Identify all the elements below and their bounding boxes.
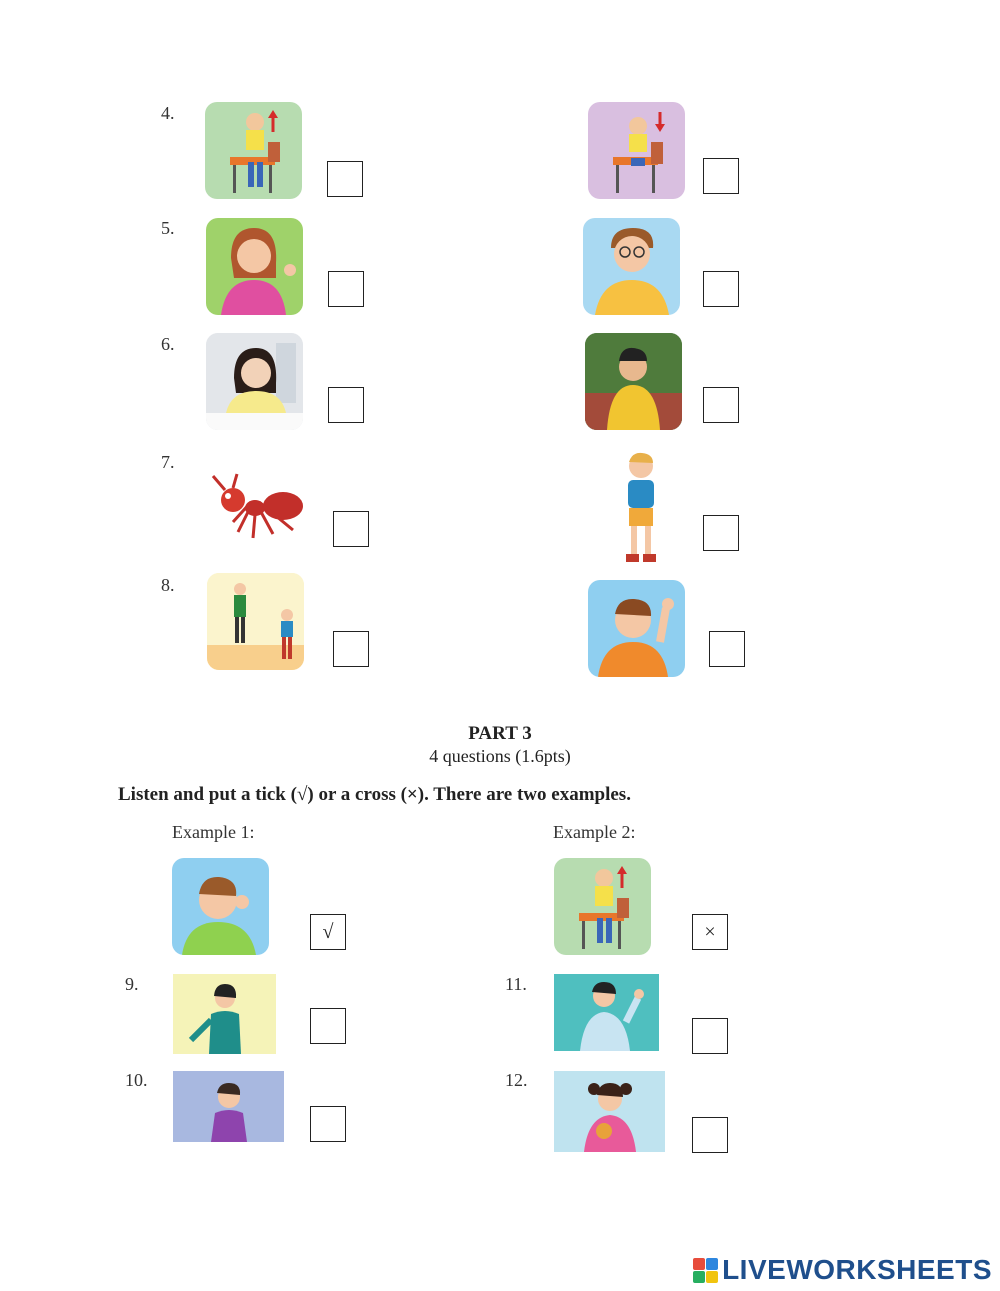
part3-title: PART 3: [468, 723, 532, 744]
question-9-number: 9.: [125, 974, 139, 994]
example-1-checkbox[interactable]: √: [310, 914, 346, 950]
q7-left-checkbox[interactable]: [333, 511, 369, 547]
q4-left-checkbox[interactable]: [327, 161, 363, 197]
q8-left-checkbox[interactable]: [333, 631, 369, 667]
question-12-number: 12.: [505, 1070, 528, 1090]
example-1-label: Example 1:: [172, 822, 255, 842]
q4-right-checkbox[interactable]: [703, 158, 739, 194]
q11-picture[interactable]: [554, 974, 659, 1051]
question-6-number: 6.: [161, 334, 175, 354]
q5-right-checkbox[interactable]: [703, 271, 739, 307]
q8-right-picture[interactable]: [588, 580, 685, 677]
liveworksheets-logo[interactable]: [693, 1254, 992, 1286]
q6-left-checkbox[interactable]: [328, 387, 364, 423]
q5-right-picture[interactable]: [583, 218, 680, 315]
q7-left-picture[interactable]: [203, 472, 307, 544]
example-1-picture[interactable]: [172, 858, 269, 955]
q9-checkbox[interactable]: [310, 1008, 346, 1044]
question-10-number: 10.: [125, 1070, 148, 1090]
question-5-number: 5.: [161, 218, 175, 238]
q7-right-checkbox[interactable]: [703, 515, 739, 551]
q6-right-checkbox[interactable]: [703, 387, 739, 423]
q12-checkbox[interactable]: [692, 1117, 728, 1153]
q8-right-checkbox[interactable]: [709, 631, 745, 667]
q5-left-checkbox[interactable]: [328, 271, 364, 307]
q12-picture[interactable]: [554, 1071, 665, 1152]
part3-instruction: Listen and put a tick (√) or a cross (×). There are two examples.: [118, 784, 631, 805]
part3-subtitle: 4 questions (1.6pts): [429, 746, 571, 766]
q11-checkbox[interactable]: [692, 1018, 728, 1054]
q5-left-picture[interactable]: [206, 218, 303, 315]
example-2-checkbox[interactable]: ×: [692, 914, 728, 950]
brand-text: LIVEWORKSHEETS: [722, 1254, 992, 1285]
q4-right-picture[interactable]: [588, 102, 685, 199]
question-7-number: 7.: [161, 452, 175, 472]
q9-picture[interactable]: [173, 974, 276, 1054]
q10-checkbox[interactable]: [310, 1106, 346, 1142]
question-11-number: 11.: [505, 974, 527, 994]
example-2-label: Example 2:: [553, 822, 636, 842]
question-8-number: 8.: [161, 575, 175, 595]
q6-left-picture[interactable]: [206, 333, 303, 430]
example-2-picture[interactable]: [554, 858, 651, 955]
q8-left-picture[interactable]: [207, 573, 304, 670]
q7-right-picture[interactable]: [612, 450, 670, 566]
question-4-number: 4.: [161, 103, 175, 123]
logo-grid-icon: [693, 1258, 718, 1283]
q10-picture[interactable]: [173, 1071, 284, 1142]
q6-right-picture[interactable]: [585, 333, 682, 430]
q4-left-picture[interactable]: [205, 102, 302, 199]
